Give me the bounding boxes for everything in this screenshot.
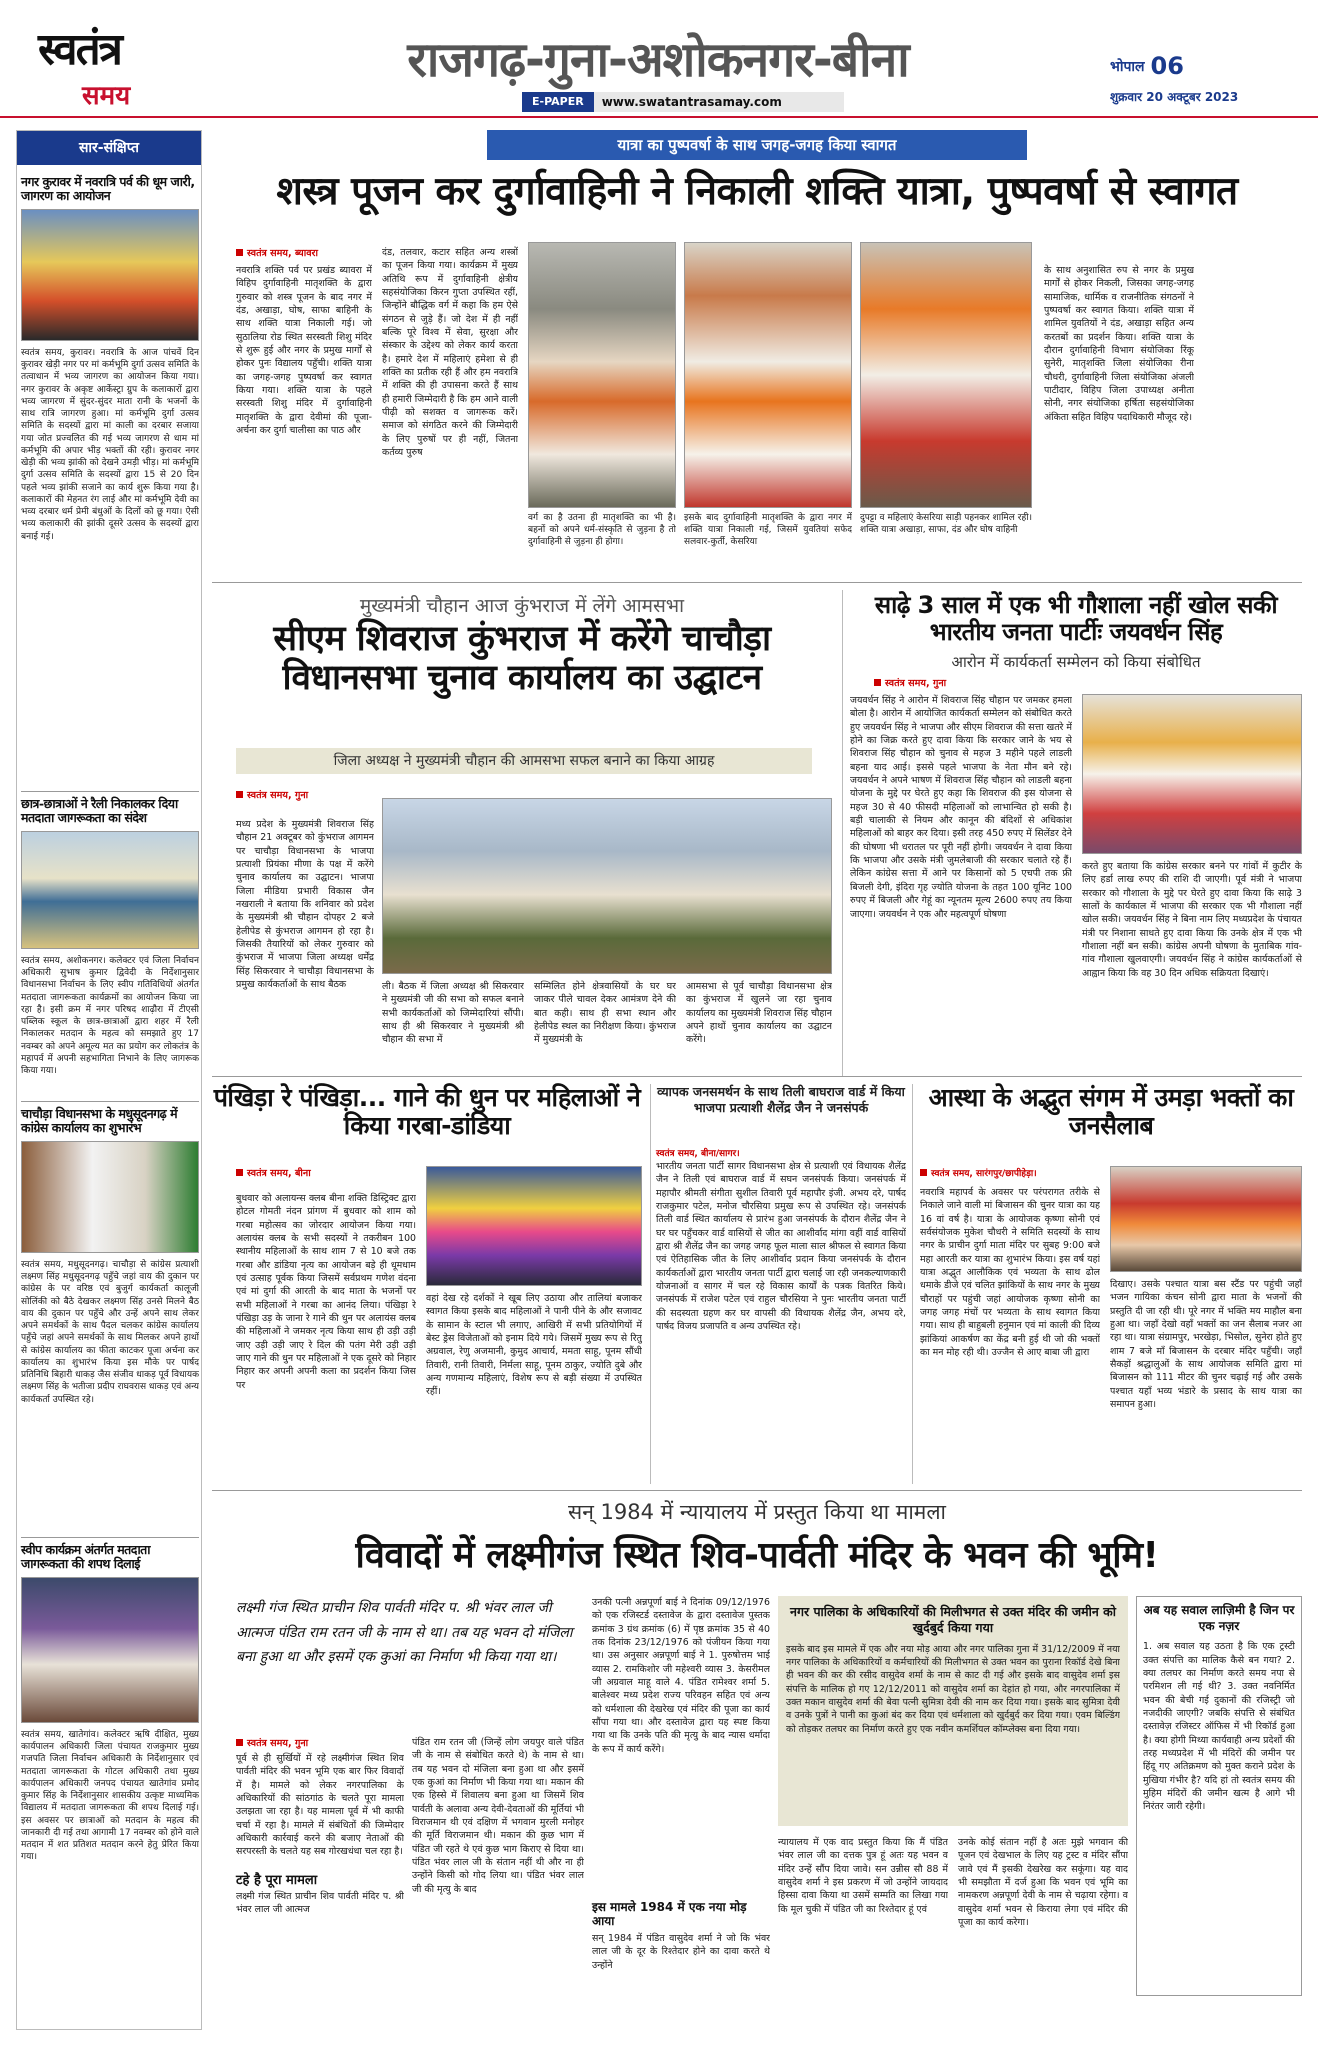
- sidebar-item: [21, 1107, 199, 1521]
- lead-photo-2: [684, 242, 852, 508]
- sidebar-photo: [21, 831, 199, 949]
- sidebar-item: [21, 1543, 199, 1979]
- sidebar-headline: नगर कुरावर में नवरात्रि पर्व की धूम जारी, जागरण का आयोजन: [21, 174, 195, 203]
- sidebar-body: स्वतंत्र समय, अशोकनगर। कलेक्टर एवं जिला निर्वाचन अधिकारी सुभाष कुमार द्विवेदी के निर्देशानुसार विधानसभा निर्वाचन के लिए स्वीप गतिविधियों अंतर्गत मतदाता जागरूकता कार्यक्रमों का आयोजन किया जा रहा है। इसी क्रम में नगर परिषद शाढ़ौरा में टीएसी पब्लिक स्कूल के छात्र-छात्राओं द्वारा शहर में रैली निकालकर मतदान के महत्व को समझाते हुए 17 नवम्बर को अपने अमूल्य मत का प्रयोग कर लोकतंत्र के महापर्व में अपनी सहभागिता निभाने के लिए जागरूक किया गया।: [21, 956, 199, 1077]
- shailendra-byline: स्वतंत्र समय, बीना/सागर।: [656, 1149, 740, 1159]
- jaivardhan-col1: जयवर्धन सिंह ने आरोन में शिवराज सिंह चौहान पर जमकर हमला बोला है। आरोन में आयोजित कार्यकर्ता सम्मेलन को संबोधित करते हुए जयवर्धन सिंह ने भाजपा और सीएम शिवराज की सत्ता खतरे में होने का जिक्र करते हुए दावा किया कि सरकार जाने के भय से शिवराज सिंह चौहान को चुनाव से महज 3 महीने पहले लाडली बहना याद आई। इससे पहले भाजपा के नेता मौन बने रहे। जयवर्धन ने अपने भाषण में शिवराज सिंह चौहान को लाडली बहना योजना के मुद्दे पर घेरते हुए कहा कि शिवराज की इस योजना से महज 30 से 40 फीसदी महिलाओं को लाभान्वित हो सकी है। बड़ी चालाकी से नियम और कानून की बंदिशों से अधिकांश महिलाओं को बाहर कर दिया। इसी तरह 450 रुपए में सिलेंडर देने की घोषणा भी धरातल पर पूरी नहीं होगी। जयवर्धन ने दावा किया कि भाजपा और उसके मंत्री जुमलेबाजी की सरकार चलाते रहे हैं। लेकिन कांग्रेस सत्ता में आने पर किसानों को 5 एचपी तक फ्री बिजली देगी, इंदिरा गृह ज्योति योजना के तहत 100 यूनिट 100 रुपए में बिजली और गेहूं का न्यूनतम मूल्य 2600 रुपए तय किया जाएगा। जयवर्धन ने एक और महत्वपूर्ण घोषणा: [850, 695, 1072, 920]
- jaivardhan-col2: करते हुए बताया कि कांग्रेस सरकार बनने पर गांवों में कुटीर के लिए हर्डा लाख रुपए की राशि दी जाएगी। पूर्व मंत्री ने भाजपा सरकार को गौशाला के मुद्दे पर घेरते हुए दावा किया कि साढ़े 3 सालों के कार्यकाल में भाजपा की सरकार एक भी गौशाला नहीं खोल सकी। जयवर्धन सिंह ने बिना नाम लिए मध्यप्रदेश के पंचायत मंत्री पर निशाना साधते हुए दावा किया कि उनके क्षेत्र में एक भी गौशाला नहीं बन सकी। कांग्रेस अपनी घोषणा के मुताबिक गांव-गांव गौशाला खुलवाएगी। जयवर्धन सिंह ने कांग्रेस कार्यकर्ताओं से आह्वान किया कि वह 30 दिन अधिक सक्रियता दिखाएं।: [1082, 861, 1302, 979]
- lead-caption-1: वर्ग का है उतना ही मातृशक्ति का भी है। बहनों को अपने धर्म-संस्कृति से जुड़ना है तो दुर्गावाहिनी से जुड़ना ही होगा।: [528, 513, 676, 548]
- jaivardhan-deck: आरोन में कार्यकर्ता सम्मेलन को किया संबोधित: [951, 653, 1201, 671]
- sidebar-item: [21, 175, 199, 631]
- garba-photo: [426, 1166, 642, 1286]
- sidebar-headline: चाचौड़ा विधानसभा के मधुसूदनगढ़ में कांग्रेस कार्यालय का शुभारंभ: [21, 1106, 178, 1135]
- temple-col1: पूर्व से ही सुर्खियों में रहे लक्ष्मीगंज स्थित शिव पार्वती मंदिर की भवन भूमि एक बार फिर विवादों में है। मामले को लेकर नगरपालिका के अधिकारियों की सांठगांठ के चलते पूरा मामला उलझता जा रहा है। यह मामला पूर्व में भी काफी चर्चा में रहा है। मामले में संबंधितों की जिम्मेदार अधिकारी कार्रवाई करने की बजाए नेताओं की सरपरस्ती के चलते यह सब गोरखधंधा चल रहा है।: [236, 1753, 404, 1858]
- sidebar-photo: [21, 1141, 199, 1253]
- garba-col1: बुधवार को अलायन्स क्लब बीना शक्ति डिस्ट्रिक्ट द्वारा होटल गोमती नंदन प्रांगण में बुधवार को शाम को गरबा महोत्सव का जोरदार आयोजन किया गया। अलायंस क्लब के सभी सदस्यों ने तकरीबन 100 स्थानीय महिलाओं के साथ शाम 7 से 10 बजे तक गरबा और डांडिया नृत्य का आयोजन बड़े ही धूमधाम एवं उत्साह पूर्वक किया जिसमें सर्वप्रथम गणेश वंदना एवं मां दुर्गा की आरती के बाद माता के भजनों पर सभी महिलाओं ने गरबा का आनंद लिया। पंखिड़ा रे पंखिड़ा उड़ के जाना रे गाने की धुन पर अलायंस क्लब की महिलाओं ने जमकर नृत्य किया साथ ही उड़ी उड़ी जाए उड़ी उड़ी जाए रे दिल की पतंग मेरी उड़ी उड़ी जाए गाने की धुन पर महिलाओं ने एक दूसरे को निहार निहार कर अपनी अपनी कला का प्रदर्शन किया जिस पर: [236, 1193, 416, 1391]
- astha-byline: स्वतंत्र समय, सारंगपुर/छापीहेड़ा।: [920, 1166, 1037, 1179]
- astha-col2: दिखाए। उसके पश्चात यात्रा बस स्टैंड पर पहुंची जहाँ भजन गायिका कंचन सोनी द्वारा माता के भजनों की प्रस्तुति दी जा रही थी। पूरे नगर में भक्ति मय माहौल बना हुआ था। जहाँ देखो वहाँ भक्तों का जन सैलाब नजर आ रहा था। यात्रा संग्रामपुर, भरखेड़ा, भिसोल, सुनेरा होते हुए शाम 7 बजे माँ बिजासन के दरबार मंदिर पहुँची। जहाँ सैकड़ों श्रद्धालुओं के साथ आयोजक समिति द्वारा मां बिजासन को 111 मीटर की चुनर चढ़ाई गई और उसके पश्चात यहाँ भव्य भंडारे के प्रसाद के साथ यात्रा का समापन हुआ।: [1110, 1279, 1302, 1411]
- masthead: [0, 0, 1318, 116]
- lead-caption-2: इसके बाद दुर्गावाहिनी मातृशक्ति के द्वारा नगर में शक्ति यात्रा निकाली गई, जिसमें युवतियां सफेद सलवार-कुर्ती, केसरिया: [684, 513, 852, 548]
- sidebar-headline: छात्र-छात्राओं ने रैली निकालकर दिया मतदाता जागरूकता का संदेश: [21, 796, 178, 825]
- shailendra-body: भारतीय जनता पार्टी सागर विधानसभा क्षेत्र से प्रत्याशी एवं विधायक शैलेंद्र जैन ने तिली एवं बाघराज वार्ड में सघन जनसंपर्क किया। जनसंपर्क में महापौर श्रीमती संगीता सुशील तिवारी पूर्व महापौर इंजी. अभय दरे, पार्षद राजकुमार पटेल, मनोज चौरसिया प्रमुख रूप से उपस्थित रहे। जनसंपर्क तिली वार्ड स्थित कार्यालय से प्रारंभ हुआ जनसंपर्क के दौरान शैलेंद्र जैन ने घर घर पहुँचकर वार्ड वासियों से जीत का आशीर्वाद मांगा वहीं वार्ड वासियों द्वारा श्री शैलेंद्र जैन का जगह जगह फूल माला साल श्रीफल से स्वागत किया एवं ऐतिहासिक जीत के लिए आशीर्वाद प्रदान किया जनसंपर्क के दौरान कार्यकर्ताओं द्वारा भारतीय जनता पार्टी द्वारा चलाई जा रही जनकल्याणकारी योजनाओं व सागर में चल रहे विकास कार्यों के पत्रक वितरित किये। जनसंपर्क में राजेश पटेल एवं राहुल चौरसिया ने पुनः भारतीय जनता पार्टी की सदस्यता ग्रहण कर घर वापसी की विधायक शैलेंद्र जैन, अभय दरे, पार्षद विजय प्रजापति व अन्य उपस्थित रहे।: [656, 1161, 906, 1333]
- website-link[interactable]: www.swatantrasamay.com: [601, 95, 782, 109]
- sidebar-headline: स्वीप कार्यक्रम अंतर्गत मतदाता जागरूकता की शपथ दिलाई: [21, 1542, 151, 1571]
- jaivardhan-story: [850, 588, 1302, 1066]
- sidebar-photo: [21, 1577, 199, 1723]
- astha-headline: आस्था के अद्भुत संगम में उमड़ा भक्तों का जनसैलाब: [928, 1083, 1294, 1140]
- temple-col2: पंडित राम रतन जी (जिन्हें लोग जयपुर वाले पंडित जी के नाम से संबोधित करते थे) के नाम से था। तब यह भवन दो मंजिला बना हुआ था और इसमें एक कुआं का निर्माण भी किया गया था। मकान की एक हिस्से में शिवालय बना हुआ था जिसमें शिव पार्वती के अलावा अन्य देवी-देवताओं की मूर्तियां भी विराजमान थी एवं दक्षिण में भगवान मुरली मनोहर की मूर्ति विराजमान थी। मकान की कुछ भाग में पंडित जी रहते थे एवं कुछ भाग किराए से दिया था। पंडित भंवर लाल जी के संतान नहीं थी और ना ही उन्होंने किसी को गोद लिया था। पंडित भंवर लाल जी की मृत्यु के बाद: [412, 1737, 584, 1895]
- jaivardhan-photo: [1082, 694, 1302, 854]
- temple-headline: विवादों में लक्ष्मीगंज स्थित शिव-पार्वती मंदिर के भवन की भूमि!: [355, 1535, 1159, 1576]
- cm-deck: जिला अध्यक्ष ने मुख्यमंत्री चौहान की आमसभा सफल बनाने का किया आग्रह: [236, 748, 812, 774]
- cm-photo: [382, 798, 832, 974]
- cm-col3: सम्मिलित होने क्षेत्रवासियों के घर घर जाकर पीले चावल देकर आमंत्रण देने की बात कही। साथ ही सभा स्थान और हेलीपेड स्थल का निरीक्षण किया। कुंभराज में मुख्यमंत्री के: [534, 981, 676, 1046]
- cm-kicker: मुख्यमंत्री चौहान आज कुंभराज में लेंगे आमसभा: [359, 595, 685, 617]
- temple-box-body: इसके बाद इस मामले में एक और नया मोड़ आया और नगर पालिका गुना में 31/12/2009 में नया नगर पालिका के अधिकारियों व कर्मचारियों की मिलीभगत से उक्त भवन का पुराना रिकॉर्ड देखे बिना ही भवन की कर की रसीद वासुदेव शर्मा के नाम से काट दी गई और इसके बाद वासुदेव शर्मा इस संपत्ति के मालिक हो गए 12/12/2011 को वासुदेव शर्मा का देहांत हो गया, और नगरपालिका में उक्त मकान वासुदेव शर्मा की बेवा पत्नी सुमित्रा देवी की नाम कर दिया गया। इसके बाद सुमित्रा देवी व उनके पुत्रों ने पानी का कुआं बंद कर दिया एवं धर्मशाला को खुर्दबुर्द कर दिया गया। एवम बिल्डिंग को तोड़कर तलघर का निर्माण करते हुए एक नवीन कमर्शियल कॉम्प्लेक्स बना दिया गया।: [786, 1643, 1120, 1735]
- lead-photo-3: [860, 242, 1032, 508]
- logo-line2: समय: [82, 81, 131, 111]
- temple-sub1: टहे है पूरा मामला: [236, 1873, 318, 1888]
- temple-col3: उनकी पत्नी अन्नपूर्णा बाई ने दिनांक 09/12/1976 को एक रजिस्टर्ड दस्तावेज के द्वारा दस्तावेज पुस्तक क्रमांक 3 ग्रंथ क्रमांक (6) में पृष्ठ क्रमांक 35 से 40 तक दिनांक 23/12/1976 को पंजीयन किया गया था। उस अनुसार अन्नपूर्णा बाई ने 1. पुरुषोत्तम भाई व्यास 2. रामकिशोर जी महेश्वरी व्यास 3. केसरीमल जी अग्रवाल माहू वाले 4. पंडित रामेश्वर शर्मा 5. बालेश्वर मध्य प्रदेश राज्य परिवहन सहित एवं अन्य को धर्मशाला की देखरेख एवं मंदिर की पूजा का कार्य सौंपा गया था। और दस्तावेज द्वारा यह स्पष्ट किया गया था कि उनके पति की मृत्यु के बाद न्यास धर्मादा के रूप में कार्य करेंगे।: [592, 1597, 770, 1755]
- garba-col2: वहां देख रहे दर्शकों ने खूब लिए उठाया और तालियां बजाकर स्वागत किया इसके बाद महिलाओं ने पानी पीने के और सजावट के सामान के स्टाल भी लगाए, आखिरी में सभी प्रतियोगियों में बेस्ट ड्रेस विजेताओं को इनाम दिये गये। जिसमें मुख्य रूप से रितु अग्रवाल, रेणु अजमानी, कुमुद आचार्य, ममता साहू, पूनम सौंधी तिवारी, रानी तिवारी, निर्मला साहू, पूनम ठाकुर, ज्योति दुबे और अन्य गणमान्य महिलाएं, विशेष रूप से बड़ी संख्या में उपस्थित रहीं।: [426, 1293, 642, 1398]
- edition-title: राजगढ़-गुना-अशोकनगर-बीना: [407, 32, 909, 88]
- cm-col2: ली। बैठक में जिला अध्यक्ष श्री सिकरवार ने मुख्यमंत्री जी की सभा को सफल बनाने सभी कार्यकर्ताओं को जिम्मेदारियां सौंपी। साथ ही श्री सिकरवार ने मुख्यमंत्री श्री चौहान की सभा में: [382, 981, 524, 1046]
- lead-col1: नवरात्रि शक्ति पर्व पर प्रखंड ब्यावरा में विहिप दुर्गावाहिनी मातृशक्ति के द्वारा गुरुवार को शस्त्र पूजन के बाद नगर में दंड, अखाड़ा, घोष, साफा बाहिनी के साथ शक्ति यात्रा निकाली गई। जो सुठालिया रोड स्थित सरस्वती शिशु मंदिर से शुरू हुई और नगर के प्रमुख मार्गों से होकर पुनः विद्यालय पहुँची। शक्ति यात्रा का जगह-जगह पुष्पवर्षा कर स्वागत किया गया। शक्ति यात्रा के पहले सरस्वती शिशु मंदिर में दुर्गावाहिनी मातृशक्ति के द्वारा देवीमां की पूजा-अर्चना कर दुर्गा चालीसा का पाठ और: [236, 265, 372, 437]
- temple-byline: स्वतंत्र समय, गुना: [236, 1736, 308, 1749]
- city-label: भोपाल: [1110, 58, 1145, 75]
- shailendra-story: [656, 1082, 906, 1484]
- cm-byline: स्वतंत्र समय, गुना: [236, 788, 308, 801]
- lead-col2: दंड, तलवार, कटार सहित अन्य शस्त्रों का पूजन किया गया। कार्यक्रम में मुख्य अतिथि रूप में दुर्गावाहिनी क्षेत्रीय सहसंयोजिका किरन गुप्ता उपस्थित रहीं, जिन्होंने बौद्धिक वर्ग में कहा कि हम ऐसे संगठन से जुड़े हैं। जो देश में ही नहीं बल्कि पूरे विश्व में सेवा, सुरक्षा और संस्कार के उद्देश्य को लेकर कार्य करता है। हमारे देश में महिलाएं हमेशा से ही शक्ति का प्रतीक रही हैं और हम नवरात्रि में शक्ति की ही उपासना करते हैं साथ ही हमारी जिम्मेदारी है कि हम आने वाली पीढ़ी को सशक्त व जागरूक करें। समाज को संगठित करने की जिम्मेदारी के लिए पुरुषों पर ही नहीं, जितना कर्तव्य पुरुष: [382, 247, 518, 459]
- cm-story: [212, 588, 832, 1064]
- temple-side-box: [1136, 1596, 1302, 1996]
- temple-side-body: 1. अब सवाल यह उठता है कि एक ट्रस्टी उक्त संपत्ति का मालिक कैसे बन गया? 2. क्या तलघर का निर्माण करते समय नपा से परमिशन ली गई थी? 3. उक्त नवनिर्मित भवन की बेची गई दुकानों की रजिस्ट्री जो नजदीकी जाएगी? जबकि संपत्ति से संबंधित दस्तावेज़ रजिस्टर ऑफिस में भी रिकॉर्ड हुआ है। क्या होगी मिथ्या कार्यवाही अन्य प्रदेशों की तरह मध्यप्रदेश में भी मंदिरों की जमीन पर हिंदू गए अतिक्रमण को मुक्त कराने प्रदेश के मुखिया गंभीर है? यदि हां तो स्वतंत्र समय की मुहिम मंदिरों की जमीन खत्म है आगे भी निरंतर जारी रहेगी।: [1143, 1641, 1295, 1813]
- page-info: [1110, 52, 1310, 105]
- shailendra-kicker: व्यापक जनसमर्थन के साथ तिली बाघराज वार्ड में किया भाजपा प्रत्याशी शैलेंद्र जैन ने जनसंपर्क: [657, 1084, 905, 1116]
- lead-byline: स्वतंत्र समय, ब्यावरा: [236, 246, 318, 259]
- sidebar: [16, 130, 202, 2030]
- astha-story: [920, 1082, 1302, 1484]
- cm-col1: मध्य प्रदेश के मुख्यमंत्री शिवराज सिंह चौहान 21 अक्टूबर को कुंभराज आगमन पर चाचौड़ा विधानसभा के भाजपा प्रत्याशी प्रियंका मीणा के पक्ष में करेंगे चुनाव कार्यालय का उद्घाटन। भाजपा जिला मीडिया प्रभारी विकास जैन नखराली ने बताया कि शनिवार को प्रदेश के मुख्यमंत्री श्री चौहान दोपहर 2 बजे हेलीपेड से कुंभराज आगमन हो रहा है। जिसकी तैयारियों को लेकर गुरुवार को कुंभराज में भाजपा जिला अध्यक्ष धर्मेंद्र सिंह सिकरवार ने चाचौड़ा विधानसभा के प्रमुख कार्यकर्ताओं के साथ बैठक: [236, 819, 374, 991]
- sidebar-body: स्वतंत्र समय, मधुसूदनगढ़। चाचौड़ा से कांग्रेस प्रत्याशी लक्ष्मण सिंह मधुसूदनगढ़ पहुँचे जहां वाय की दुकान पर कांग्रेस के पर वरिष्ठ एवं बुजुर्ग कार्यकर्ता कालूजी सोलिंकी को बैठे देखकर लक्ष्मण सिंह उनसे मिलने बैठ वाय की दुकान पर पहुँचे और उन्हें अपने साथ लेकर अपने समर्थकों के साथ पैदल चलकर कांग्रेस कार्यालय पहुँचे जहां अपने समर्थकों के साथ मिलकर अपने हाथों से कांग्रेस कार्यालय का फीता काटकर पूजा अर्चना कर कार्यालय का शुभारंभ किया इस मौके पर पार्षद प्रतिनिधि बिहारी धाकड़ जैस संजीव धाकड़ पूर्व विधायक लक्ष्मण सिंह के भतीजा प्रदीप राघवरास धाकड़ एवं अन्य कार्यकर्ता उपस्थित रहे।: [21, 1260, 199, 1405]
- page-number: 06: [1150, 52, 1184, 80]
- temple-handwritten-note: लक्ष्मी गंज स्थित प्राचीन शिव पार्वती मंदिर प. श्री भंवर लाल जी आत्मज पंडित राम रतन जी के नाम से था। तब यह भवन दो मंजिला बना हुआ था और इसमें एक कुआं का निर्माण भी किया गया था।: [236, 1600, 573, 1665]
- lead-headline: शस्त्र पूजन कर दुर्गावाहिनी ने निकाली शक्ति यात्रा, पुष्पवर्षा से स्वागत: [276, 169, 1238, 214]
- temple-box-title: नगर पालिका के अधिकारियों की मिलीभगत से उक्त मंदिर की जमीन को खुर्दबुर्द किया गया: [790, 1604, 1116, 1636]
- lead-story: [212, 128, 1302, 580]
- logo: [38, 24, 178, 111]
- garba-byline: स्वतंत्र समय, बीना: [236, 1166, 311, 1179]
- jaivardhan-headline: साढ़े 3 साल में एक भी गौशाला नहीं खोल सकी भारतीय जनता पार्टीः जयवर्धन सिंह: [874, 591, 1278, 646]
- lead-kicker: यात्रा का पुष्पवर्षा के साथ जगह-जगह किया स्वागत: [487, 130, 1027, 160]
- logo-line1: स्वतंत्र: [38, 24, 121, 75]
- temple-col5: उनके कोई संतान नहीं है अतः मुझे भगवान की पूजन एवं देखभाल के लिए यह ट्रस्ट व मंदिर सौंपा जावे एवं मैं इसकी देखरेख कर सकूंगा। यह वाद भी समझौता में दर्ज हुआ कि भवन एवं भूमि का नामकरण अन्नपूर्णा देवी के नाम से चढ़ाया रहेगा। व वासुदेव शर्मा भवन से किराया लेगा एवं मंदिर की पूजा का कार्य करेगा।: [958, 1837, 1128, 1929]
- sidebar-body: स्वतंत्र समय, कुरावर। नवरात्रि के आज पांचवें दिन कुरावर खेड़ी नगर पर मां कर्मभूमि दुर्गा उत्सव समिति के तत्वाधान में भव्य जागरण का आयोजन किया गया। नगर कुरावर के अकृष्ट आर्केस्ट्रा ग्रुप के कलाकारों द्वारा भव्य जागरण में सुंदर-सुंदर माता रानी के भजनों के साथ रात्रि जागरण हुआ। मां कर्मभूमि दुर्गा उत्सव समिति के सदस्यों द्वारा मां काली का दरबार सजाया गया जोत प्रज्वलित की गई भव्य जागरण से धाम मां कर्मभूमि की अपार भीड़ भक्तों की रही। कुरावर नगर खेड़ी की भव्य झांकी को देखने उमड़ी भीड़। मां कर्मभूमि दुर्गा उत्सव समिति के सदस्यों द्वारा 15 से 20 दिन पहले भव्य झांकी सजाने का कार्य शुरू किया गया है। कलाकारों की मेहनत रंग लाई और मां कर्मभूमि देवी का भव्य दरबार धर्म प्रेमी बंधुओं के दिलों को छू गया। ऐसी भव्य कलाकारी की झांकी दूसरे उत्सव के सदस्यों द्वारा बनाई गई।: [21, 348, 199, 542]
- temple-box: [778, 1596, 1128, 1826]
- lead-photo-1: [528, 242, 676, 508]
- temple-col3b: सन् 1984 में पंडित वासुदेव शर्मा ने जो कि भंवर लाल जी के दूर के रिश्तेदार होने का दावा करते थे उन्होंने: [592, 1933, 770, 1971]
- cm-headline: सीएम शिवराज कुंभराज में करेंगे चाचौड़ा विधानसभा चुनाव कार्यालय का उद्घाटन: [273, 619, 771, 699]
- jaivardhan-byline: स्वतंत्र समय, गुना: [874, 676, 946, 689]
- astha-col1: नवरात्रि महापर्व के अवसर पर परंपरागत तरीके से निकाले जाने वाली मां बिजासन की चुनर यात्रा का यह 16 वां वर्ष है। यात्रा के आयोजक कृष्णा सोनी एवं सर्वसंयोजक मुकेश चौधरी ने समिति सदस्यों के साथ नगर के प्राचीन दुर्गा माता मंदिर पर सुबह 9:00 बजे महा आरती कर यात्रा का शुभारंभ किया। इस वर्ष यहां यात्रा अद्भुत आलौकिक एवं भव्यता के साथ ढोल धमाके डीजे एवं चलित झांकियों के साथ नगर के मुख्य चौराहों पर पहुंची जहां आयोजक कृष्णा सोनी का जगह जगह मंचों पर भव्यता के साथ स्वागत किया गया। साथ ही बाहुबली हनुमान एवं मां काली की दिव्य झांकियां आकर्षण का केंद्र बनी हुई थी जो की भक्तों का मन मोह रही थी। उज्जैन से आए बाबा जी द्वारा: [920, 1187, 1100, 1359]
- temple-sub2: इस मामले 1984 में एक नया मोड़ आया: [592, 1900, 747, 1929]
- temple-col4: न्यायालय में एक वाद प्रस्तुत किया कि मैं पंडित भंवर लाल जी का दत्तक पुत्र हूं अतः यह भवन व मंदिर उन्हें सौंप दिया जावे। सन उन्नीस सौ 88 में वासुदेव शर्मा ने इस प्रकरण में जो उन्होंने जायदाद हिस्सा दावा किया था उसमें सम्मति का लिखा गया कि मूल चुकी में पंडित जी का रिश्तेदार हूं एवं: [778, 1837, 948, 1915]
- astha-photo: [1110, 1166, 1302, 1272]
- date-line: शुक्रवार 20 अक्टूबर 2023: [1110, 90, 1239, 104]
- epaper-bar: [522, 92, 844, 112]
- sidebar-item: [21, 797, 199, 1085]
- temple-kicker: सन् 1984 में न्यायालय में प्रस्तुत किया था मामला: [568, 1500, 946, 1524]
- sidebar-body: स्वतंत्र समय, खातेगांव। कलेक्टर ऋषि दीक्षित, मुख्य कार्यपालन अधिकारी जिला पंचायत राजकुमार मुख्य गजपति जिला निर्वाचन अधिकारी के निर्देशानुसार एवं मतदाता जागरूकता के गोटल अधिकारी तथा मुख्य कार्यपालन अधिकारी जनपद पंचायत खातेगांव प्रमोद कुमार सिंह के निर्देशानुसार शासकीय उत्कृष्ट माध्यमिक विद्यालय में मतदाता जागरूकता की शपथ दिलाई गई। इस अवसर पर छात्राओं को मतदान के महत्व की जानकारी दी गई तथा आगामी 17 नवम्बर को होने वाले मतदान में शत प्रतिशत मतदान करने हेतु प्रेरित किया गया।: [21, 1730, 199, 1863]
- epaper-label: E-PAPER: [522, 92, 594, 112]
- garba-story: [212, 1082, 642, 1484]
- lead-col-right: के साथ अनुशासित रुप से नगर के प्रमुख मार्गों से होकर निकली, जिसका जगह-जगह सामाजिक, धार्मिक व राजनीतिक संगठनों ने पुष्पवर्षा कर स्वागत किया। शक्ति यात्रा में शामिल युवतियों ने दंड, अखाड़ा सहित अन्य करतबों का प्रदर्शन किया। शक्ति यात्रा के दौरान दुर्गावाहिनी विभाग संयोजिका रिंकू सुनेरी, मातृशक्ति जिला संयोजिका रीना चौधरी, दुर्गावाहिनी जिला संयोजिका अंजली पाटीदार, विहिप जिला उपाध्यक्ष अनीता सोनी, नगर संयोजिका हर्षिता सहसंयोजिका अंकिता सहित विहिप पदाधिकारी मौजूद रहे।: [1044, 265, 1194, 423]
- garba-headline: पंखिड़ा रे पंखिड़ा... गाने की धुन पर महिलाओं ने किया गरबा-डांडिया: [213, 1083, 641, 1140]
- temple-col1b: लक्ष्मी गंज स्थित प्राचीन शिव पार्वती मंदिर प. श्री भंवर लाल जी आत्मज: [236, 1891, 404, 1916]
- temple-side-title: अब यह सवाल लाज़िमी है जिन पर एक नज़र: [1143, 1603, 1295, 1633]
- sidebar-title: सार-संक्षिप्त: [17, 131, 201, 165]
- lead-caption-3: दुपट्टा व महिलाएं केसरिया साड़ी पहनकर शामिल रही। शक्ति यात्रा अखाड़ा, साफा, दंड और घोष वाहिनी: [860, 513, 1032, 536]
- sidebar-photo: [21, 209, 199, 341]
- temple-story: [212, 1496, 1302, 2036]
- cm-col4: आमसभा से पूर्व चाचौड़ा विधानसभा क्षेत्र का कुंभराज में खुलने जा रहा चुनाव कार्यालय का मुख्यमंत्री शिवराज सिंह चौहान अपने हाथों चुनाव कार्यालय का उद्घाटन करेंगे।: [686, 981, 832, 1046]
